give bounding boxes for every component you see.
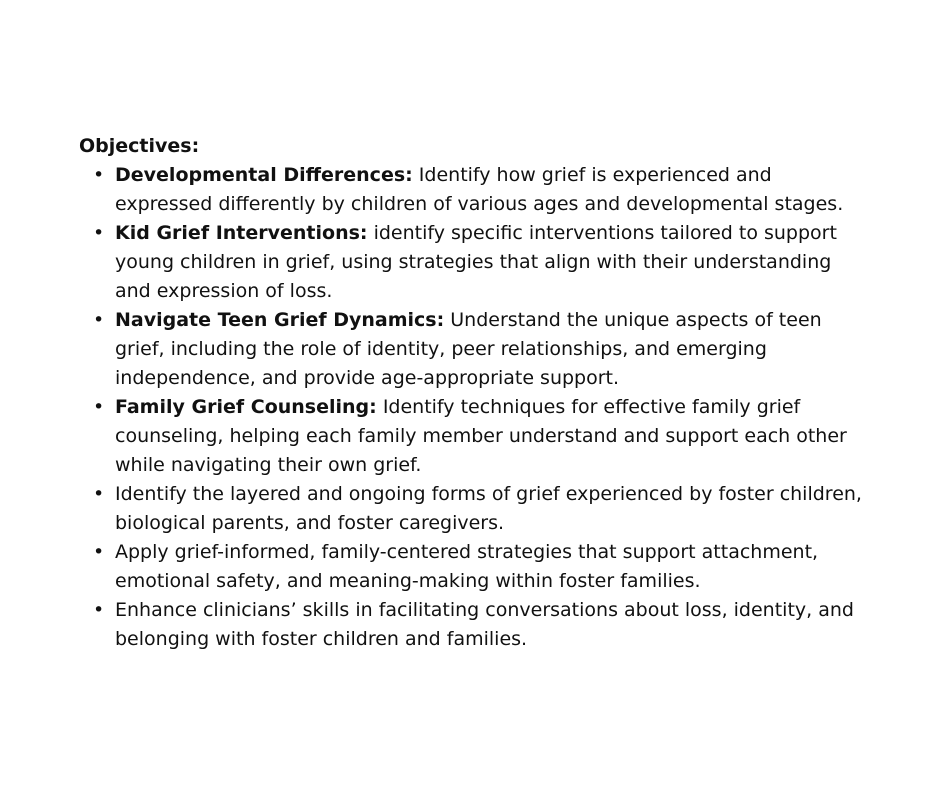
bullet-icon: • xyxy=(93,164,105,186)
objective-title: Family Grief Counseling: xyxy=(115,396,377,418)
objective-item-kid-grief-interventions xyxy=(93,219,869,306)
objective-item-grief-informed-strategies xyxy=(93,538,869,596)
bullet-icon: • xyxy=(93,541,105,563)
objective-item-teen-grief-dynamics xyxy=(93,306,869,393)
objective-title: Developmental Differences: xyxy=(115,164,413,186)
objective-title: Navigate Teen Grief Dynamics: xyxy=(115,309,445,331)
objectives-list xyxy=(79,161,869,654)
objective-text: Identify how grief is experienced and expressed differently by children of various ages and developmental stages. xyxy=(115,164,844,215)
objectives-section xyxy=(79,132,869,654)
objective-text: Identify the layered and ongoing forms of grief experienced by foster children, biological parents, and foster caregivers. xyxy=(115,483,862,534)
objective-item-foster-grief-forms xyxy=(93,480,869,538)
bullet-icon: • xyxy=(93,483,105,505)
bullet-icon: • xyxy=(93,599,105,621)
objective-title: Kid Grief Interventions: xyxy=(115,222,368,244)
objective-item-family-grief-counseling xyxy=(93,393,869,480)
objective-text: Apply grief-informed, family-centered strategies that support attachment, emotional safety, and meaning-making within foster families. xyxy=(115,541,819,592)
objective-text: identify specific interventions tailored to support young children in grief, using strategies that align with their understanding and expression of loss. xyxy=(115,222,837,302)
objective-item-developmental-differences xyxy=(93,161,869,219)
objective-text: Identify techniques for effective family grief counseling, helping each family member understand and support each other while navigating their own grief. xyxy=(115,396,847,476)
objectives-heading: Objectives: xyxy=(79,135,200,157)
bullet-icon: • xyxy=(93,222,105,244)
objective-item-clinician-skills xyxy=(93,596,869,654)
bullet-icon: • xyxy=(93,309,105,331)
objective-text: Enhance clinicians’ skills in facilitating conversations about loss, identity, and belonging with foster children and families. xyxy=(115,599,854,650)
bullet-icon: • xyxy=(93,396,105,418)
objective-text: Understand the unique aspects of teen grief, including the role of identity, peer relationships, and emerging independence, and provide age-appropriate support. xyxy=(115,309,822,389)
